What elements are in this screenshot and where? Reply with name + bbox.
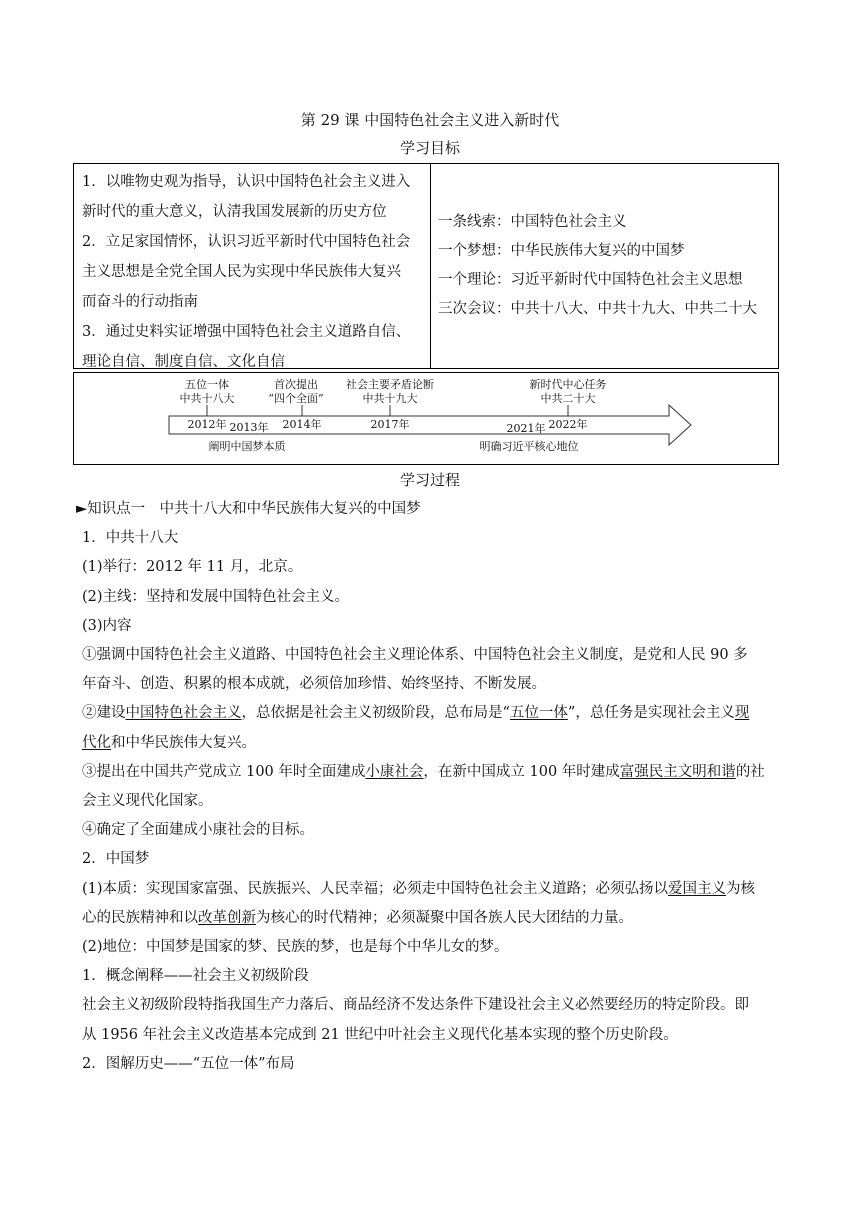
- text-run: ”，总任务是实现社会主义: [567, 705, 735, 722]
- summary-line: 一个理论：习近平新时代中国特色社会主义思想: [438, 272, 743, 288]
- underlined-answer: 现: [734, 705, 750, 722]
- tl-top-label: 新时代中心任务: [529, 378, 607, 391]
- lesson-title: 第 29 课 中国特色社会主义进入新时代: [300, 111, 560, 129]
- underlined-answer: 中国特色社会主义: [125, 705, 242, 722]
- content-body: [76, 495, 782, 1079]
- underlined-answer: 富强民主文明和谐: [619, 763, 736, 780]
- summary-line: 三次会议：中共十八大、中共十九大、中共二十大: [438, 301, 757, 317]
- paragraph: 会主义现代化国家。: [82, 793, 213, 810]
- paragraph: [82, 699, 782, 728]
- underlined-answer: 改革创新: [198, 909, 256, 926]
- paragraph: ④确定了全面建成小康社会的目标。: [82, 822, 314, 839]
- text-run: ，在新中国成立 100 年时建成: [423, 763, 620, 780]
- paragraph: 从 1956 年社会主义改造基本完成到 21 世纪中叶社会主义现代化基本实现的整个历史阶段。: [82, 1026, 678, 1043]
- text-run: (1)本质：实现国家富强、民族振兴、人民幸福；必须走中国特色社会主义道路；必须弘扬以: [82, 880, 669, 897]
- tl-year: 2013年: [229, 421, 269, 434]
- tl-top-label: 社会主要矛盾论断: [346, 378, 434, 391]
- tl-bottom-label: 明确习近平核心地位: [479, 440, 579, 453]
- text-run: 为核: [726, 880, 756, 897]
- text-run: ，总依据是社会主义初级阶段，总布局是“: [241, 705, 510, 722]
- tl-bottom-label: 阐明中国梦本质: [208, 440, 286, 453]
- goal-line: 新时代的重大意义，认清我国发展新的历史方位: [82, 204, 387, 220]
- goals-right-cell: [438, 208, 778, 324]
- tl-year: 2021年: [506, 422, 546, 435]
- knowledge-point-heading: ►知识点一 中共十八大和中华民族伟大复兴的中国梦: [76, 501, 421, 517]
- text-run: ②建设: [82, 705, 126, 722]
- tl-top-label2: 中共十八大: [179, 392, 235, 405]
- paragraph: (2)地位：中国梦是国家的梦、民族的梦，也是每个中华儿女的梦。: [82, 939, 509, 956]
- goal-line: 2．立足家国情怀，认识习近平新时代中国特色社会: [82, 234, 411, 250]
- underlined-answer: 爱国主义: [668, 880, 727, 897]
- tl-year: 2012年: [187, 418, 227, 431]
- tl-year: 2017年: [370, 418, 410, 431]
- tl-top-label2: 中共二十大: [540, 392, 596, 405]
- paragraph: ①强调中国特色社会主义道路、中国特色社会主义理论体系、中国特色社会主义制度，是党和人民 90 多: [82, 647, 748, 664]
- goal-line: 3．通过史料实证增强中国特色社会主义道路自信、: [82, 324, 411, 340]
- paragraph: [82, 758, 782, 787]
- text-run: 心的民族精神和以: [82, 909, 198, 926]
- underlined-answer: 代化: [82, 734, 111, 751]
- tl-year: 2022年: [548, 418, 588, 431]
- goals-left-cell: [82, 167, 424, 377]
- goal-line: 而奋斗的行动指南: [82, 294, 198, 310]
- paragraph: (3)内容: [82, 617, 132, 634]
- text-run: 和中华民族伟大复兴。: [111, 734, 256, 751]
- tl-top-label2: 中共十九大: [362, 392, 418, 405]
- paragraph: (1)举行：2012 年 11 月，北京。: [82, 559, 303, 576]
- table-divider: [430, 164, 431, 368]
- section-heading: 2．图解历史——“五位一体”布局: [82, 1055, 295, 1072]
- paragraph: [82, 904, 782, 933]
- paragraph: [82, 875, 782, 904]
- paragraph: [82, 729, 782, 758]
- summary-line: 一条线索：中国特色社会主义: [438, 214, 627, 230]
- underlined-answer: 五位一体: [509, 705, 568, 722]
- section-heading: 1．概念阐释——社会主义初级阶段: [82, 968, 309, 985]
- goal-line: 主义思想是全党全国人民为实现中华民族伟大复兴: [82, 264, 401, 280]
- goals-table: [73, 163, 779, 369]
- section-heading: 1．中共十八大: [82, 530, 179, 547]
- timeline-box: [73, 372, 779, 465]
- paragraph: (2)主线：坚持和发展中国特色社会主义。: [82, 588, 350, 605]
- text-run: 为核心的时代精神；必须凝聚中国各族人民大团结的力量。: [256, 909, 633, 926]
- paragraph: 年奋斗、创造、积累的根本成就，必须倍加珍惜、始终坚持、不断发展。: [82, 676, 546, 693]
- tl-year: 2014年: [282, 418, 322, 431]
- text-run: ③提出在中国共产党成立 100 年时全面建成: [82, 763, 366, 780]
- underlined-answer: 小康社会: [365, 763, 424, 780]
- tl-top-label: 五位一体: [185, 378, 229, 391]
- section-heading: 2．中国梦: [82, 851, 150, 868]
- paragraph: 社会主义初级阶段特指我国生产力落后、商品经济不发达条件下建设社会主义必然要经历的特定阶段。即: [82, 997, 749, 1014]
- process-heading: 学习过程: [399, 471, 460, 489]
- summary-line: 一个梦想：中华民族伟大复兴的中国梦: [438, 243, 685, 259]
- goal-line: 理论自信、制度自信、文化自信: [82, 354, 285, 370]
- goal-line: 1．以唯物史观为指导，认识中国特色社会主义进入: [82, 174, 411, 190]
- goals-heading: 学习目标: [399, 139, 460, 157]
- tl-top-label2: “四个全面”: [268, 392, 324, 405]
- timeline-diagram: [74, 373, 780, 466]
- tl-top-label: 首次提出: [274, 378, 318, 391]
- text-run: 的社: [735, 763, 765, 780]
